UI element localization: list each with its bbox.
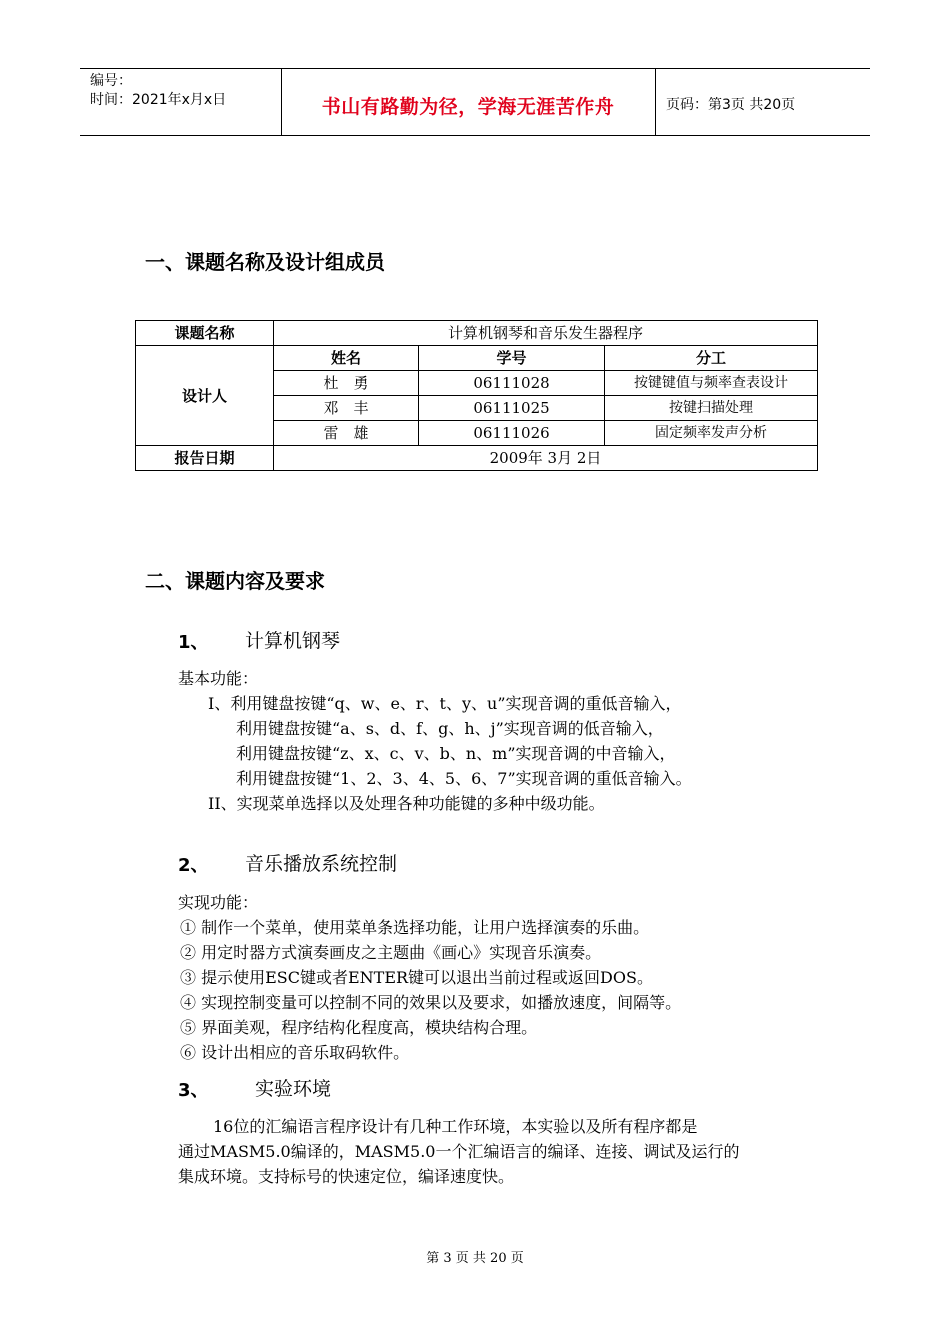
sub2-line: ② 用定时器方式演奏画皮之主题曲《画心》实现音乐演奏。 (180, 943, 602, 962)
table-row (136, 446, 818, 471)
member-id: 06111026 (419, 421, 605, 446)
sub1-intro: 基本功能： (178, 669, 259, 688)
col-header-id: 学号 (419, 346, 605, 371)
sub1-number: 1、 (178, 632, 209, 653)
member-duty: 按键扫描处理 (605, 396, 818, 421)
member-name: 杜 勇 (274, 371, 419, 396)
header-divider-right (655, 68, 656, 136)
sub2-line: ⑤ 界面美观，程序结构化程度高，模块结构合理。 (180, 1018, 538, 1037)
member-id: 06111025 (419, 396, 605, 421)
header-bottom-rule (80, 135, 870, 136)
members-table (135, 320, 818, 471)
member-duty: 固定频率发声分析 (605, 421, 818, 446)
sub1-line: I、利用键盘按键“q、w、e、r、t、y、u”实现音调的重低音输入， (208, 694, 682, 713)
sub2-line: ③ 提示使用ESC键或者ENTER键可以退出当前过程或返回DOS。 (180, 968, 653, 987)
header-divider-left (281, 68, 282, 136)
col-header-name: 姓名 (274, 346, 419, 371)
table-row (136, 321, 818, 346)
col-header-duty: 分工 (605, 346, 818, 371)
member-name: 雷 雄 (274, 421, 419, 446)
sub3-title: 实验环境 (255, 1078, 332, 1100)
header-top-rule (80, 68, 870, 69)
sub1-line: 利用键盘按键“a、s、d、f、g、h、j”实现音调的低音输入， (236, 719, 664, 738)
topic-label-cell: 课题名称 (136, 321, 274, 346)
member-id: 06111028 (419, 371, 605, 396)
sub1-line: II、实现菜单选择以及处理各种功能键的多种中级功能。 (208, 794, 605, 813)
sub3-line: 16位的汇编语言程序设计有几种工作环境，本实验以及所有程序都是 (213, 1117, 698, 1136)
sub3-line: 集成环境。支持标号的快速定位，编译速度快。 (178, 1167, 515, 1186)
sub1-line: 利用键盘按键“1、2、3、4、5、6、7”实现音调的重低音输入。 (236, 769, 692, 788)
sub1-title: 计算机钢琴 (245, 630, 341, 652)
header-number-label: 编号： (90, 73, 132, 89)
member-name: 邓 丰 (274, 396, 419, 421)
topic-value-cell: 计算机钢琴和音乐发生器程序 (274, 321, 818, 346)
sub2-number: 2、 (178, 855, 209, 876)
sub2-intro: 实现功能： (178, 893, 259, 912)
section2-title: 二、课题内容及要求 (145, 569, 325, 593)
sub2-title: 音乐播放系统控制 (245, 853, 398, 875)
member-duty: 按键键值与频率查表设计 (605, 371, 818, 396)
sub2-line: ④ 实现控制变量可以控制不同的效果以及要求，如播放速度，间隔等。 (180, 993, 682, 1012)
header-page-info: 页码：第3页 共20页 (666, 97, 796, 113)
header-motto: 书山有路勤为径，学海无涯苦作舟 (321, 96, 615, 118)
page-footer: 第 3 页 共 20 页 (426, 1251, 524, 1266)
sub3-line: 通过MASM5.0编译的，MASM5.0一个汇编语言的编译、连接、调试及运行的 (178, 1142, 740, 1161)
sub3-number: 3、 (178, 1080, 209, 1101)
header-meta (90, 72, 226, 110)
date-value-cell: 2009年 3月 2日 (274, 446, 818, 471)
sub1-line: 利用键盘按键“z、x、c、v、b、n、m”实现音调的中音输入， (236, 744, 676, 763)
date-label-cell: 报告日期 (136, 446, 274, 471)
sub2-line: ⑥ 设计出相应的音乐取码软件。 (180, 1043, 410, 1062)
sub2-line: ① 制作一个菜单，使用菜单条选择功能，让用户选择演奏的乐曲。 (180, 918, 650, 937)
section1-title: 一、课题名称及设计组成员 (145, 250, 385, 274)
designer-label-cell: 设计人 (136, 346, 274, 446)
header-time-label: 时间：2021年x月x日 (90, 92, 227, 108)
table-row (136, 346, 818, 371)
